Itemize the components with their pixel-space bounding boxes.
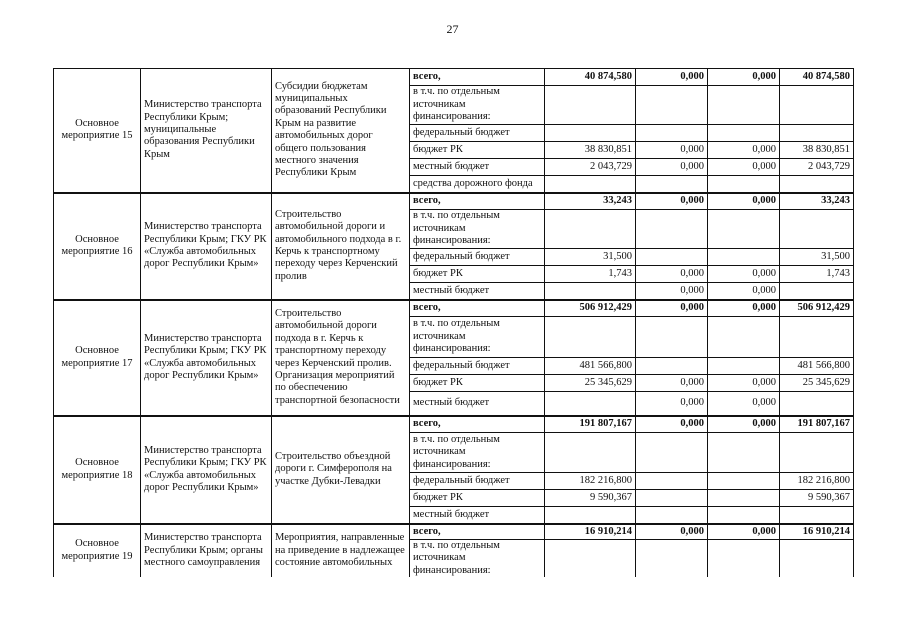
amount-cell [636,317,708,358]
description-cell: Строительство объездной дороги г. Симферополя на участке Дубки-Левадки [272,416,410,524]
amount-cell: 16 910,214 [545,524,636,540]
amount-cell: 2 043,729 [545,159,636,176]
amount-cell [636,507,708,524]
amount-cell [636,490,708,507]
event-name-cell: Основное мероприятие 17 [54,300,141,416]
amount-cell [708,540,780,578]
amount-cell: 0,000 [708,283,780,300]
amount-cell: 0,000 [636,375,708,392]
amount-cell: 0,000 [636,142,708,159]
funding-source-cell: местный бюджет [410,392,545,416]
amount-cell: 9 590,367 [545,490,636,507]
amount-cell [780,507,854,524]
amount-cell [545,392,636,416]
amount-cell: 0,000 [708,392,780,416]
amount-cell: 25 345,629 [780,375,854,392]
funding-source-cell: всего, [410,69,545,86]
amount-cell: 31,500 [780,249,854,266]
amount-cell [708,176,780,193]
executor-cell: Министерство транспорта Республики Крым; ГКУ РК «Служба автомобильных дорог Республики Крым» [141,416,272,524]
amount-cell [545,507,636,524]
table-row [54,193,854,210]
amount-cell [636,176,708,193]
event-name-cell: Основное мероприятие 18 [54,416,141,524]
amount-cell: 1,743 [545,266,636,283]
description-cell: Мероприятия, направленные на приведение в надлежащее состояние автомобильных [272,524,410,578]
amount-cell [780,176,854,193]
amount-cell [636,473,708,490]
amount-cell: 38 830,851 [780,142,854,159]
funding-source-cell: федеральный бюджет [410,249,545,266]
funding-source-cell: местный бюджет [410,283,545,300]
amount-cell: 506 912,429 [545,300,636,317]
amount-cell: 31,500 [545,249,636,266]
amount-cell: 1,743 [780,266,854,283]
amount-cell: 0,000 [636,193,708,210]
amount-cell [708,490,780,507]
amount-cell: 9 590,367 [780,490,854,507]
executor-cell: Министерство транспорта Республики Крым; ГКУ РК «Служба автомобильных дорог Республики Крым» [141,193,272,300]
amount-cell: 0,000 [708,193,780,210]
funding-table [53,68,854,577]
amount-cell [708,433,780,473]
funding-source-cell: всего, [410,416,545,433]
funding-source-cell: бюджет РК [410,375,545,392]
funding-source-cell: всего, [410,193,545,210]
amount-cell: 0,000 [708,416,780,433]
amount-cell [780,392,854,416]
amount-cell: 0,000 [708,159,780,176]
amount-cell: 191 807,167 [545,416,636,433]
amount-cell [545,176,636,193]
amount-cell [636,86,708,125]
amount-cell [636,433,708,473]
amount-cell: 0,000 [708,266,780,283]
funding-source-cell: федеральный бюджет [410,473,545,490]
amount-cell [636,125,708,142]
table-body [54,69,854,578]
amount-cell: 2 043,729 [780,159,854,176]
description-cell: Субсидии бюджетам муниципальных образований Республики Крым на развитие автомобильных дорог общего пользования местного значения Республики Крым [272,69,410,193]
amount-cell [545,433,636,473]
amount-cell [708,358,780,375]
amount-cell: 481 566,800 [780,358,854,375]
funding-source-cell: средства дорожного фонда [410,176,545,193]
funding-source-cell: в т.ч. по отдельным источникам финансирования: [410,210,545,249]
amount-cell [545,86,636,125]
amount-cell [636,249,708,266]
funding-source-cell: федеральный бюджет [410,125,545,142]
funding-source-cell: федеральный бюджет [410,358,545,375]
amount-cell: 182 216,800 [545,473,636,490]
amount-cell [708,507,780,524]
amount-cell [636,540,708,578]
table-row [54,300,854,317]
amount-cell: 191 807,167 [780,416,854,433]
amount-cell: 16 910,214 [780,524,854,540]
table-row [54,416,854,433]
amount-cell: 0,000 [636,416,708,433]
amount-cell: 0,000 [708,69,780,86]
amount-cell [708,473,780,490]
amount-cell: 0,000 [636,524,708,540]
table-row [54,69,854,86]
executor-cell: Министерство транспорта Республики Крым; ГКУ РК «Служба автомобильных дорог Республики Крым» [141,300,272,416]
amount-cell: 0,000 [636,392,708,416]
event-name-cell: Основное мероприятие 15 [54,69,141,193]
amount-cell: 506 912,429 [780,300,854,317]
amount-cell [636,210,708,249]
amount-cell [780,210,854,249]
amount-cell [708,317,780,358]
amount-cell: 0,000 [708,300,780,317]
funding-source-cell: местный бюджет [410,507,545,524]
amount-cell: 0,000 [708,375,780,392]
amount-cell [780,540,854,578]
amount-cell: 0,000 [636,300,708,317]
funding-source-cell: в т.ч. по отдельным источникам финансирования: [410,317,545,358]
amount-cell: 33,243 [545,193,636,210]
amount-cell [780,283,854,300]
amount-cell: 0,000 [636,69,708,86]
description-cell: Строительство автомобильной дороги подхода в г. Керчь к транспортному переходу через Керченский пролив. Организация мероприятий по обеспечению транспортной безопасности [272,300,410,416]
amount-cell: 0,000 [636,159,708,176]
funding-source-cell: бюджет РК [410,490,545,507]
amount-cell: 182 216,800 [780,473,854,490]
executor-cell: Министерство транспорта Республики Крым; муниципальные образования Республики Крым [141,69,272,193]
funding-source-cell: бюджет РК [410,266,545,283]
amount-cell [780,433,854,473]
amount-cell: 0,000 [636,283,708,300]
funding-source-cell: в т.ч. по отдельным источникам финансирования: [410,540,545,578]
amount-cell [780,86,854,125]
executor-cell: Министерство транспорта Республики Крым; органы местного самоуправления [141,524,272,578]
amount-cell [708,249,780,266]
funding-source-cell: в т.ч. по отдельным источникам финансирования: [410,433,545,473]
amount-cell [708,125,780,142]
description-cell: Строительство автомобильной дороги и автомобильного подхода в г. Керчь к транспортному переходу через Керченский пролив [272,193,410,300]
event-name-cell: Основное мероприятие 16 [54,193,141,300]
funding-source-cell: бюджет РК [410,142,545,159]
amount-cell [545,125,636,142]
amount-cell [708,86,780,125]
amount-cell: 481 566,800 [545,358,636,375]
amount-cell: 0,000 [708,142,780,159]
amount-cell: 0,000 [636,266,708,283]
amount-cell [545,210,636,249]
amount-cell: 33,243 [780,193,854,210]
event-name-cell: Основное мероприятие 19 [54,524,141,578]
table-row [54,524,854,540]
amount-cell [780,125,854,142]
amount-cell: 40 874,580 [780,69,854,86]
amount-cell [545,283,636,300]
funding-source-cell: в т.ч. по отдельным источникам финансирования: [410,86,545,125]
amount-cell [708,210,780,249]
amount-cell: 25 345,629 [545,375,636,392]
amount-cell: 38 830,851 [545,142,636,159]
amount-cell: 0,000 [708,524,780,540]
amount-cell: 40 874,580 [545,69,636,86]
amount-cell [545,317,636,358]
funding-source-cell: всего, [410,300,545,317]
amount-cell [636,358,708,375]
funding-source-cell: всего, [410,524,545,540]
page-number: 27 [446,22,459,36]
amount-cell [545,540,636,578]
amount-cell [780,317,854,358]
funding-source-cell: местный бюджет [410,159,545,176]
